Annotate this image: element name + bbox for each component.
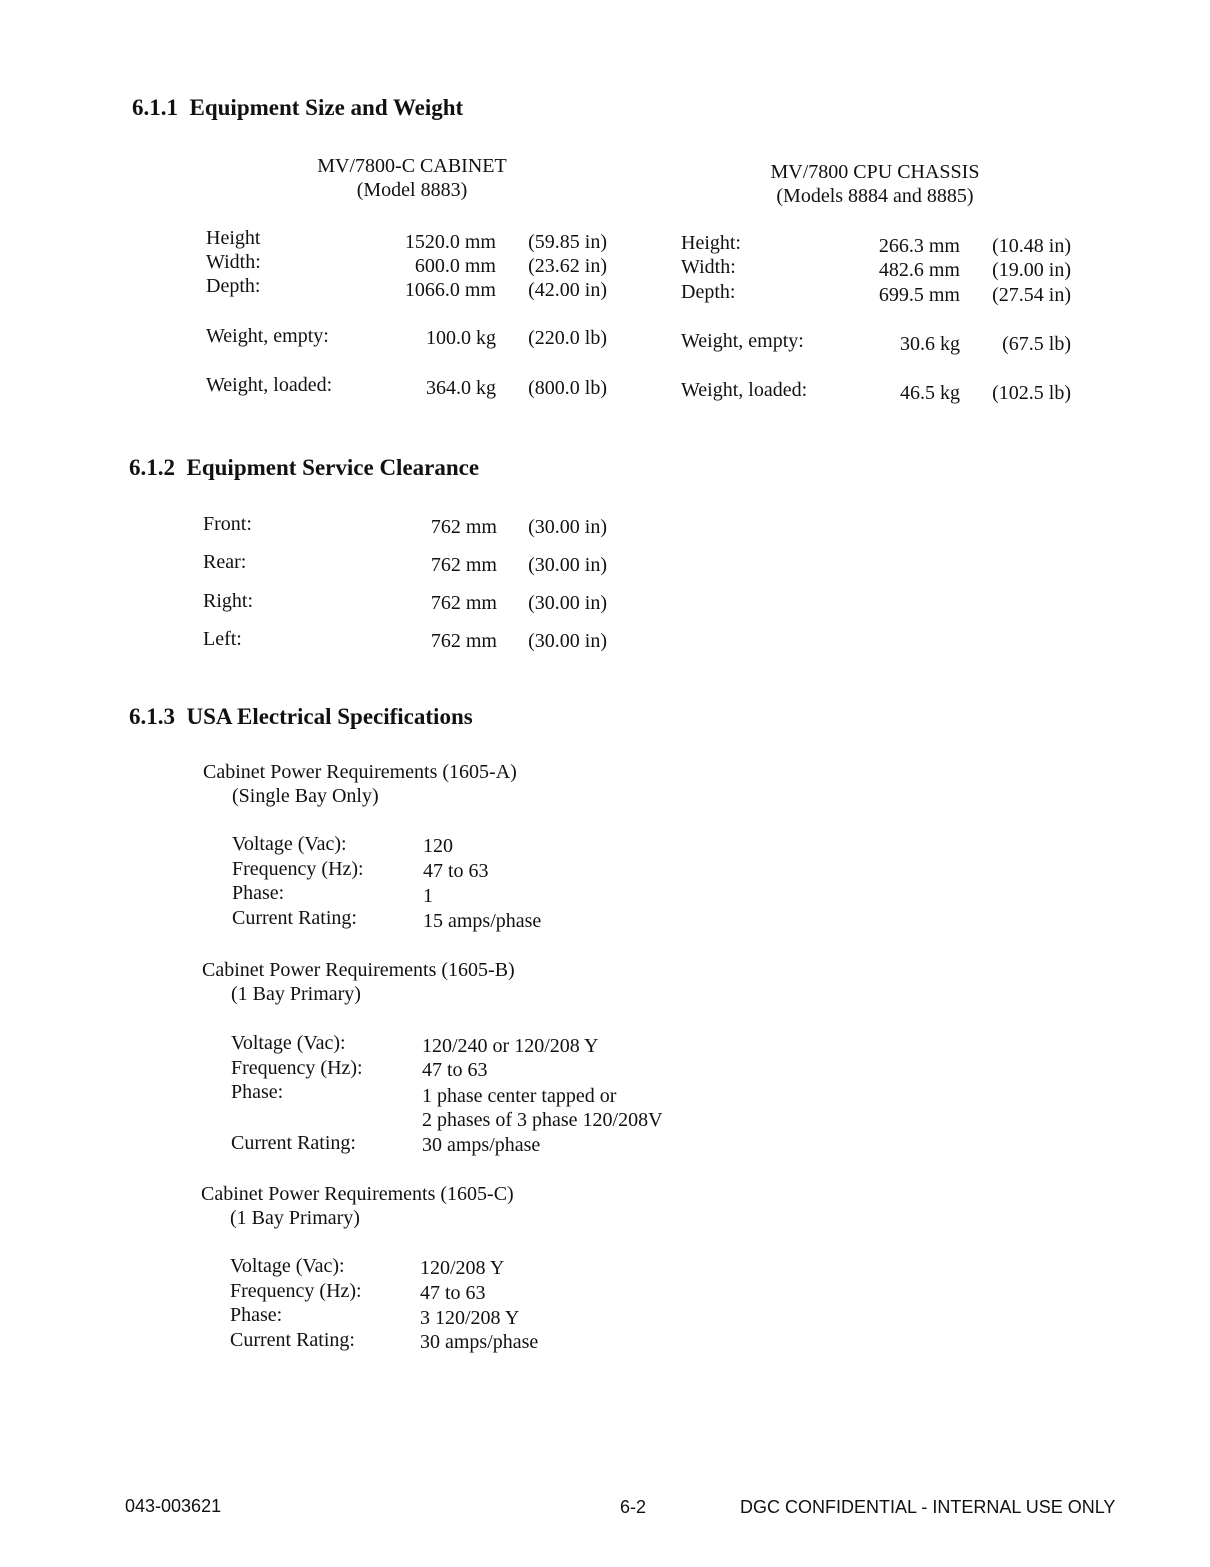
- spec-imperial: (30.00 in): [528, 592, 607, 614]
- spec-metric: 762 mm: [430, 554, 497, 576]
- spec-label: Frequency (Hz):: [232, 858, 364, 880]
- section-611-heading: [132, 94, 463, 122]
- block-subtitle: (1 Bay Primary): [231, 983, 361, 1005]
- spec-label: Phase:: [232, 882, 285, 904]
- block-subtitle: (1 Bay Primary): [230, 1207, 360, 1229]
- spec-imperial: (102.5 lb): [992, 382, 1071, 404]
- spec-value: 120/240 or 120/208 Y: [422, 1035, 599, 1057]
- footer-confidential-notice: DGC CONFIDENTIAL - INTERNAL USE ONLY: [740, 1497, 1116, 1517]
- spec-label: Current Rating:: [231, 1132, 356, 1154]
- spec-value: 47 to 63: [420, 1282, 486, 1304]
- section-title: USA Electrical Specifications: [186, 704, 473, 729]
- spec-value: 30 amps/phase: [422, 1134, 541, 1156]
- spec-metric: 762 mm: [430, 516, 497, 538]
- block-subtitle: (Single Bay Only): [232, 785, 379, 807]
- footer-page-number: 6-2: [620, 1497, 647, 1517]
- spec-label: Front:: [203, 513, 252, 535]
- spec-label: Right:: [203, 590, 254, 612]
- spec-metric: 762 mm: [430, 630, 497, 652]
- spec-metric: 266.3 mm: [878, 235, 960, 257]
- section-number: 6.1.1: [132, 95, 178, 120]
- section-613-heading: [129, 703, 473, 731]
- cabinet-heading: MV/7800-C CABINET: [317, 155, 507, 177]
- spec-metric: 364.0 kg: [426, 377, 496, 399]
- chassis-model: (Models 8884 and 8885): [776, 185, 974, 207]
- spec-metric: 46.5 kg: [900, 382, 960, 404]
- block-title: Cabinet Power Requirements (1605-A): [203, 761, 517, 783]
- spec-label: Current Rating:: [232, 907, 357, 929]
- spec-metric: 1520.0 mm: [404, 231, 496, 253]
- spec-label: Depth:: [681, 281, 736, 303]
- spec-label: Left:: [203, 628, 242, 650]
- spec-imperial: (67.5 lb): [1002, 333, 1071, 355]
- spec-imperial: (42.00 in): [528, 279, 607, 301]
- footer-doc-number: 043-003621: [125, 1496, 222, 1516]
- spec-label: Frequency (Hz):: [230, 1280, 362, 1302]
- spec-value: 47 to 63: [423, 860, 489, 882]
- spec-label: Height:: [681, 232, 741, 254]
- cabinet-model: (Model 8883): [356, 179, 468, 201]
- section-612-heading: [129, 454, 479, 482]
- spec-value: 1: [423, 885, 433, 907]
- section-title: Equipment Service Clearance: [186, 455, 480, 480]
- spec-imperial: (19.00 in): [992, 259, 1071, 281]
- spec-value: 3 120/208 Y: [420, 1307, 520, 1329]
- spec-value: 47 to 63: [422, 1059, 488, 1081]
- spec-metric: 762 mm: [430, 592, 497, 614]
- spec-imperial: (30.00 in): [528, 516, 607, 538]
- spec-label: Phase:: [231, 1081, 284, 1103]
- spec-metric: 600.0 mm: [414, 255, 496, 277]
- spec-metric: 482.6 mm: [878, 259, 960, 281]
- spec-value: 120/208 Y: [420, 1257, 505, 1279]
- spec-imperial: (30.00 in): [528, 554, 607, 576]
- section-title: Equipment Size and Weight: [189, 95, 464, 120]
- spec-imperial: (220.0 lb): [528, 327, 607, 349]
- block-title: Cabinet Power Requirements (1605-C): [201, 1183, 514, 1205]
- spec-label: Width:: [206, 251, 261, 273]
- spec-imperial: (27.54 in): [992, 284, 1071, 306]
- spec-value: 120: [423, 835, 453, 857]
- spec-metric: 100.0 kg: [426, 327, 496, 349]
- spec-value: 15 amps/phase: [423, 910, 542, 932]
- spec-label: Voltage (Vac):: [232, 833, 347, 855]
- spec-value: 30 amps/phase: [420, 1331, 539, 1353]
- spec-label: Height: [206, 227, 261, 249]
- spec-imperial: (59.85 in): [528, 231, 607, 253]
- spec-label: Voltage (Vac):: [231, 1032, 346, 1054]
- spec-label: Weight, empty:: [681, 330, 804, 352]
- block-title: Cabinet Power Requirements (1605-B): [202, 959, 515, 981]
- spec-imperial: (30.00 in): [528, 630, 607, 652]
- spec-value: 2 phases of 3 phase 120/208V: [422, 1109, 663, 1131]
- chassis-heading: MV/7800 CPU CHASSIS: [770, 161, 980, 183]
- section-number: 6.1.2: [129, 455, 175, 480]
- spec-metric: 1066.0 mm: [404, 279, 496, 301]
- spec-label: Phase:: [230, 1304, 283, 1326]
- spec-label: Width:: [681, 256, 736, 278]
- spec-metric: 699.5 mm: [878, 284, 960, 306]
- spec-metric: 30.6 kg: [900, 333, 960, 355]
- spec-imperial: (23.62 in): [528, 255, 607, 277]
- section-number: 6.1.3: [129, 704, 175, 729]
- spec-imperial: (800.0 lb): [528, 377, 607, 399]
- spec-label: Weight, empty:: [206, 325, 329, 347]
- spec-label: Weight, loaded:: [206, 374, 333, 396]
- spec-label: Current Rating:: [230, 1329, 355, 1351]
- spec-label: Frequency (Hz):: [231, 1057, 363, 1079]
- spec-label: Depth:: [206, 275, 261, 297]
- spec-label: Voltage (Vac):: [230, 1255, 345, 1277]
- spec-value: 1 phase center tapped or: [422, 1085, 617, 1107]
- spec-label: Rear:: [203, 551, 247, 573]
- spec-imperial: (10.48 in): [992, 235, 1071, 257]
- spec-label: Weight, loaded:: [681, 379, 808, 401]
